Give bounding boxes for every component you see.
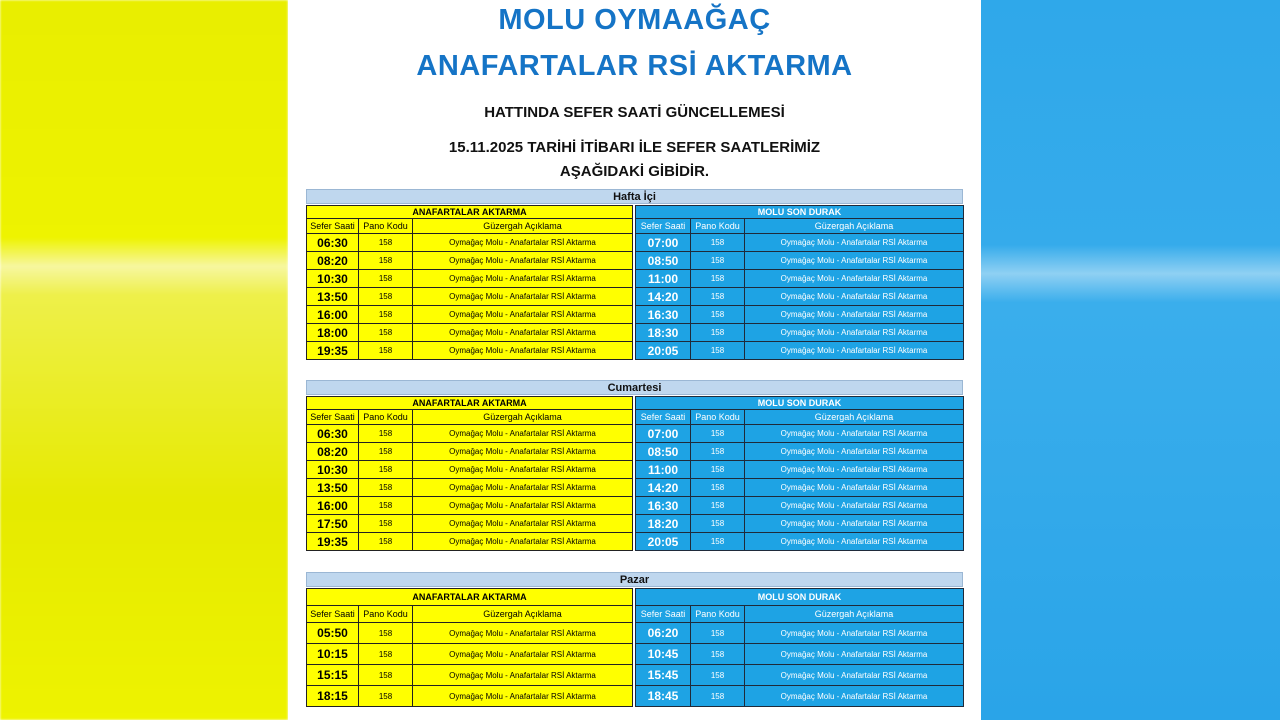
panel-code: 158 [691, 443, 745, 461]
column-header-time: Sefer Saati [636, 410, 691, 425]
departure-time: 10:15 [307, 644, 359, 665]
table-row [636, 306, 964, 324]
route-description: Oymağaç Molu - Anafartalar RSİ Aktarma [413, 252, 633, 270]
panel-code: 158 [691, 623, 745, 644]
departure-time: 06:30 [307, 234, 359, 252]
column-header-code: Pano Kodu [691, 606, 745, 623]
route-description: Oymağaç Molu - Anafartalar RSİ Aktarma [413, 515, 633, 533]
panel-code: 158 [359, 461, 413, 479]
table-row [307, 306, 633, 324]
table-row [636, 515, 964, 533]
panel-code: 158 [691, 288, 745, 306]
table-row [307, 252, 633, 270]
table-row [307, 425, 633, 443]
departure-time: 19:35 [307, 533, 359, 551]
departure-time: 18:30 [636, 324, 691, 342]
table-row [636, 479, 964, 497]
table-row [307, 324, 633, 342]
route-description: Oymağaç Molu - Anafartalar RSİ Aktarma [413, 425, 633, 443]
route-description: Oymağaç Molu - Anafartalar RSİ Aktarma [745, 234, 964, 252]
route-description: Oymağaç Molu - Anafartalar RSİ Aktarma [745, 644, 964, 665]
column-header-time: Sefer Saati [307, 606, 359, 623]
departure-time: 16:00 [307, 497, 359, 515]
column-header-code: Pano Kodu [359, 410, 413, 425]
table-row [636, 533, 964, 551]
panel-code: 158 [691, 515, 745, 533]
panel-code: 158 [359, 425, 413, 443]
subtitle: HATTINDA SEFER SAATİ GÜNCELLEMESİ [484, 104, 785, 121]
column-header-code: Pano Kodu [359, 606, 413, 623]
route-description: Oymağaç Molu - Anafartalar RSİ Aktarma [413, 461, 633, 479]
panel-code: 158 [691, 461, 745, 479]
panel-code: 158 [359, 342, 413, 360]
departure-time: 08:20 [307, 252, 359, 270]
right-direction-caption: MOLU SON DURAK [636, 206, 964, 219]
right-schedule-table [635, 588, 964, 707]
column-header-code: Pano Kodu [691, 219, 745, 234]
panel-code: 158 [359, 234, 413, 252]
panel-code: 158 [691, 665, 745, 686]
departure-time: 13:50 [307, 288, 359, 306]
table-row [636, 497, 964, 515]
route-description: Oymağaç Molu - Anafartalar RSİ Aktarma [413, 288, 633, 306]
column-header-time: Sefer Saati [307, 410, 359, 425]
route-description: Oymağaç Molu - Anafartalar RSİ Aktarma [745, 686, 964, 707]
column-header-time: Sefer Saati [636, 606, 691, 623]
route-description: Oymağaç Molu - Anafartalar RSİ Aktarma [745, 324, 964, 342]
departure-time: 05:50 [307, 623, 359, 644]
section-day-title: Hafta İçi [306, 189, 963, 204]
left-direction-caption: ANAFARTALAR AKTARMA [307, 589, 633, 606]
departure-time: 15:45 [636, 665, 691, 686]
route-description: Oymağaç Molu - Anafartalar RSİ Aktarma [745, 443, 964, 461]
table-row [636, 288, 964, 306]
panel-code: 158 [691, 306, 745, 324]
departure-time: 16:00 [307, 306, 359, 324]
route-description: Oymağaç Molu - Anafartalar RSİ Aktarma [745, 533, 964, 551]
right-direction-caption: MOLU SON DURAK [636, 589, 964, 606]
route-description: Oymağaç Molu - Anafartalar RSİ Aktarma [745, 288, 964, 306]
departure-time: 10:30 [307, 461, 359, 479]
route-description: Oymağaç Molu - Anafartalar RSİ Aktarma [745, 497, 964, 515]
panel-code: 158 [359, 686, 413, 707]
notice-line-1: 15.11.2025 TARİHİ İTİBARI İLE SEFER SAATLERİMİZ [448, 139, 821, 156]
route-description: Oymağaç Molu - Anafartalar RSİ Aktarma [413, 342, 633, 360]
table-row [307, 644, 633, 665]
column-header-route: Güzergah Açıklama [413, 219, 633, 234]
table-row [636, 234, 964, 252]
panel-code: 158 [359, 533, 413, 551]
departure-time: 19:35 [307, 342, 359, 360]
table-row [636, 443, 964, 461]
table-row [307, 665, 633, 686]
column-header-route: Güzergah Açıklama [745, 219, 964, 234]
panel-code: 158 [691, 479, 745, 497]
left-schedule-table [306, 396, 633, 551]
table-row [636, 425, 964, 443]
departure-time: 16:30 [636, 306, 691, 324]
panel-code: 158 [359, 644, 413, 665]
table-row [307, 623, 633, 644]
panel-code: 158 [691, 686, 745, 707]
panel-code: 158 [691, 533, 745, 551]
table-row [307, 497, 633, 515]
table-row [307, 443, 633, 461]
title-line-2: ANAFARTALAR RSİ AKTARMA [416, 50, 853, 82]
route-description: Oymağaç Molu - Anafartalar RSİ Aktarma [413, 497, 633, 515]
schedule-document [288, 0, 981, 720]
panel-code: 158 [691, 252, 745, 270]
departure-time: 08:20 [307, 443, 359, 461]
table-row [636, 342, 964, 360]
table-row [636, 644, 964, 665]
departure-time: 18:20 [636, 515, 691, 533]
panel-code: 158 [359, 306, 413, 324]
panel-code: 158 [359, 497, 413, 515]
route-description: Oymağaç Molu - Anafartalar RSİ Aktarma [413, 644, 633, 665]
route-description: Oymağaç Molu - Anafartalar RSİ Aktarma [745, 665, 964, 686]
departure-time: 20:05 [636, 533, 691, 551]
table-row [636, 623, 964, 644]
panel-code: 158 [359, 479, 413, 497]
departure-time: 08:50 [636, 252, 691, 270]
route-description: Oymağaç Molu - Anafartalar RSİ Aktarma [745, 270, 964, 288]
right-schedule-table [635, 396, 964, 551]
column-header-route: Güzergah Açıklama [413, 410, 633, 425]
departure-time: 18:00 [307, 324, 359, 342]
table-row [307, 515, 633, 533]
table-row [307, 342, 633, 360]
route-description: Oymağaç Molu - Anafartalar RSİ Aktarma [745, 461, 964, 479]
departure-time: 07:00 [636, 234, 691, 252]
panel-code: 158 [359, 515, 413, 533]
route-description: Oymağaç Molu - Anafartalar RSİ Aktarma [413, 479, 633, 497]
departure-time: 10:30 [307, 270, 359, 288]
left-schedule-table [306, 588, 633, 707]
table-row [307, 288, 633, 306]
route-description: Oymağaç Molu - Anafartalar RSİ Aktarma [413, 443, 633, 461]
column-header-route: Güzergah Açıklama [413, 606, 633, 623]
panel-code: 158 [691, 497, 745, 515]
route-description: Oymağaç Molu - Anafartalar RSİ Aktarma [745, 306, 964, 324]
left-direction-caption: ANAFARTALAR AKTARMA [307, 206, 633, 219]
table-row [636, 665, 964, 686]
table-row [636, 461, 964, 479]
route-description: Oymağaç Molu - Anafartalar RSİ Aktarma [413, 533, 633, 551]
route-description: Oymağaç Molu - Anafartalar RSİ Aktarma [413, 270, 633, 288]
panel-code: 158 [691, 342, 745, 360]
table-row [307, 234, 633, 252]
left-direction-caption: ANAFARTALAR AKTARMA [307, 397, 633, 410]
departure-time: 11:00 [636, 270, 691, 288]
route-description: Oymağaç Molu - Anafartalar RSİ Aktarma [413, 665, 633, 686]
panel-code: 158 [359, 443, 413, 461]
notice-line-2: AŞAĞIDAKİ GİBİDİR. [559, 163, 710, 180]
route-description: Oymağaç Molu - Anafartalar RSİ Aktarma [745, 479, 964, 497]
panel-code: 158 [691, 644, 745, 665]
panel-code: 158 [359, 324, 413, 342]
table-row [307, 461, 633, 479]
panel-code: 158 [691, 234, 745, 252]
route-description: Oymağaç Molu - Anafartalar RSİ Aktarma [413, 686, 633, 707]
departure-time: 11:00 [636, 461, 691, 479]
right-schedule-table [635, 205, 964, 360]
panel-code: 158 [359, 252, 413, 270]
route-description: Oymağaç Molu - Anafartalar RSİ Aktarma [745, 252, 964, 270]
departure-time: 16:30 [636, 497, 691, 515]
table-row [307, 270, 633, 288]
route-description: Oymağaç Molu - Anafartalar RSİ Aktarma [745, 515, 964, 533]
left-schedule-table [306, 205, 633, 360]
background-right-blue [981, 0, 1280, 720]
panel-code: 158 [691, 425, 745, 443]
departure-time: 17:50 [307, 515, 359, 533]
departure-time: 07:00 [636, 425, 691, 443]
table-row [636, 252, 964, 270]
column-header-code: Pano Kodu [691, 410, 745, 425]
panel-code: 158 [359, 270, 413, 288]
table-row [636, 324, 964, 342]
panel-code: 158 [359, 623, 413, 644]
section-day-title: Cumartesi [306, 380, 963, 395]
table-row [307, 686, 633, 707]
departure-time: 06:20 [636, 623, 691, 644]
panel-code: 158 [691, 324, 745, 342]
route-description: Oymağaç Molu - Anafartalar RSİ Aktarma [413, 324, 633, 342]
column-header-code: Pano Kodu [359, 219, 413, 234]
background-left-yellow [0, 0, 288, 720]
departure-time: 08:50 [636, 443, 691, 461]
column-header-route: Güzergah Açıklama [745, 606, 964, 623]
route-description: Oymağaç Molu - Anafartalar RSİ Aktarma [745, 342, 964, 360]
route-description: Oymağaç Molu - Anafartalar RSİ Aktarma [745, 425, 964, 443]
column-header-time: Sefer Saati [636, 219, 691, 234]
table-row [636, 270, 964, 288]
panel-code: 158 [359, 288, 413, 306]
departure-time: 13:50 [307, 479, 359, 497]
departure-time: 06:30 [307, 425, 359, 443]
route-description: Oymağaç Molu - Anafartalar RSİ Aktarma [413, 234, 633, 252]
departure-time: 14:20 [636, 288, 691, 306]
route-description: Oymağaç Molu - Anafartalar RSİ Aktarma [745, 623, 964, 644]
departure-time: 18:15 [307, 686, 359, 707]
route-description: Oymağaç Molu - Anafartalar RSİ Aktarma [413, 623, 633, 644]
departure-time: 14:20 [636, 479, 691, 497]
departure-time: 20:05 [636, 342, 691, 360]
departure-time: 10:45 [636, 644, 691, 665]
table-row [307, 479, 633, 497]
panel-code: 158 [691, 270, 745, 288]
section-day-title: Pazar [306, 572, 963, 587]
title-line-1: MOLU OYMAAĞAÇ [498, 4, 771, 36]
panel-code: 158 [359, 665, 413, 686]
column-header-route: Güzergah Açıklama [745, 410, 964, 425]
right-direction-caption: MOLU SON DURAK [636, 397, 964, 410]
table-row [307, 533, 633, 551]
departure-time: 18:45 [636, 686, 691, 707]
table-row [636, 686, 964, 707]
departure-time: 15:15 [307, 665, 359, 686]
route-description: Oymağaç Molu - Anafartalar RSİ Aktarma [413, 306, 633, 324]
column-header-time: Sefer Saati [307, 219, 359, 234]
